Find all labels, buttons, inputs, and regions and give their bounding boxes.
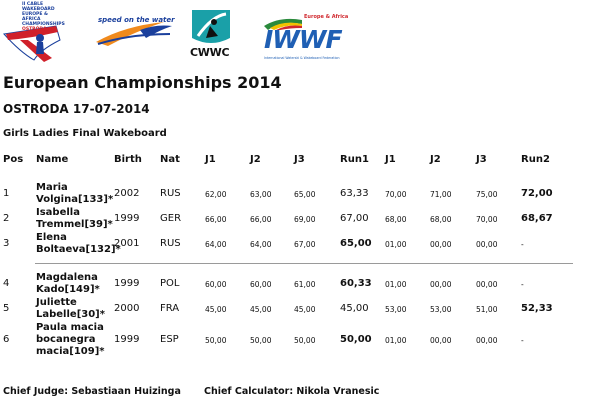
cell-name: Paula macia bocanegra macia[109]* <box>36 322 105 357</box>
cell-birth: 2000 <box>114 303 140 314</box>
cell-r1-j3: 50,00 <box>294 336 316 345</box>
cell-run1: 45,00 <box>340 303 369 314</box>
cell-run2: - <box>521 280 524 289</box>
cell-r2-j3: 70,00 <box>476 215 498 224</box>
cell-name: Elena Boltaeva[132]* <box>36 232 121 255</box>
cell-nat: ESP <box>160 334 179 345</box>
cell-r2-j3: 00,00 <box>476 336 498 345</box>
logo-bar <box>0 0 600 70</box>
cell-run1-best: 65,00 <box>340 238 372 249</box>
cell-birth: 2002 <box>114 188 140 199</box>
cell-pos: 3 <box>3 238 10 249</box>
cell-nat: RUS <box>160 238 181 249</box>
cell-name: Maria Volgina[133]* <box>36 182 114 205</box>
cell-r2-j1: 53,00 <box>385 305 407 314</box>
cell-r2-j1: 68,00 <box>385 215 407 224</box>
cell-birth: 2001 <box>114 238 140 249</box>
ostroda-logo-line: II CABLE WAKEBOARD <box>22 2 55 12</box>
cell-nat: GER <box>160 213 182 224</box>
cell-birth: 1999 <box>114 334 140 345</box>
cell-r1-j3: 65,00 <box>294 190 316 199</box>
cell-run2: - <box>521 336 524 345</box>
cell-r1-j2: 66,00 <box>250 215 272 224</box>
col-header-name: Name <box>36 154 69 165</box>
col-header-r1-j3: J3 <box>294 154 305 165</box>
cell-r2-j3: 00,00 <box>476 240 498 249</box>
cell-birth: 1999 <box>114 278 140 289</box>
cell-r1-j1: 60,00 <box>205 280 227 289</box>
event-name: Girls Ladies Final Wakeboard <box>3 128 167 139</box>
cell-r1-j2: 50,00 <box>250 336 272 345</box>
iwwf-logo <box>262 12 349 64</box>
cell-r2-j1: 01,00 <box>385 240 407 249</box>
cell-r1-j3: 61,00 <box>294 280 316 289</box>
cell-r1-j2: 64,00 <box>250 240 272 249</box>
cell-run1: 67,00 <box>340 213 369 224</box>
cell-run2-best: 52,33 <box>521 303 553 314</box>
chief-calculator: Chief Calculator: Nikola Vranesic <box>204 386 380 397</box>
col-header-run1: Run1 <box>340 154 369 165</box>
cell-run2-best: 72,00 <box>521 188 553 199</box>
page-title: European Championships 2014 <box>3 73 282 92</box>
ostroda-logo-line: EUROPE & AFRICA <box>22 12 48 22</box>
col-header-r1-j2: J2 <box>250 154 261 165</box>
cell-r1-j3: 45,00 <box>294 305 316 314</box>
cell-r1-j3: 69,00 <box>294 215 316 224</box>
col-header-r1-j1: J1 <box>205 154 216 165</box>
cell-nat: POL <box>160 278 180 289</box>
cell-r1-j1: 64,00 <box>205 240 227 249</box>
cable-wakeboard-ostroda-logo <box>0 0 66 66</box>
cell-pos: 4 <box>3 278 10 289</box>
col-header-r2-j1: J1 <box>385 154 396 165</box>
cell-nat: RUS <box>160 188 181 199</box>
cell-r1-j1: 45,00 <box>205 305 227 314</box>
ostroda-logo-line: OSTRÓDA <box>22 27 47 32</box>
cell-r1-j2: 60,00 <box>250 280 272 289</box>
cell-r2-j3: 00,00 <box>476 280 498 289</box>
cell-r1-j2: 45,00 <box>250 305 272 314</box>
speed-on-the-water-logo <box>94 14 174 48</box>
cwwc-rider-icon <box>188 8 234 48</box>
cell-nat: FRA <box>160 303 180 314</box>
cell-r2-j1: 70,00 <box>385 190 407 199</box>
cell-r2-j2: 00,00 <box>430 336 452 345</box>
col-header-pos: Pos <box>3 154 24 165</box>
cell-r2-j1: 01,00 <box>385 280 407 289</box>
iwwf-text: IWWF <box>264 25 342 54</box>
ostroda-logo-line: 2014 <box>22 32 35 37</box>
cell-pos: 5 <box>3 303 10 314</box>
cwwc-text: CWWC <box>190 46 230 59</box>
cell-run2-best: 68,67 <box>521 213 553 224</box>
ostroda-logo-line: CHAMPIONSHIPS <box>22 22 65 27</box>
location-date: OSTRODA 17-07-2014 <box>3 102 150 116</box>
cell-r2-j3: 75,00 <box>476 190 498 199</box>
cell-run1: 63,33 <box>340 188 369 199</box>
chief-judge: Chief Judge: Sebastiaan Huizinga <box>3 386 181 397</box>
col-header-nat: Nat <box>160 154 180 165</box>
cell-r2-j2: 00,00 <box>430 280 452 289</box>
cwwc-logo <box>188 8 234 60</box>
cell-r2-j2: 68,00 <box>430 215 452 224</box>
cell-pos: 1 <box>3 188 10 199</box>
cell-birth: 1999 <box>114 213 140 224</box>
cell-r1-j1: 62,00 <box>205 190 227 199</box>
speed-on-the-water-text: speed on the water <box>98 16 175 24</box>
cell-pos: 2 <box>3 213 10 224</box>
cell-r1-j2: 63,00 <box>250 190 272 199</box>
cell-name: Isabella Tremmel[39]* <box>36 207 113 230</box>
cell-run2: - <box>521 240 524 249</box>
col-header-r2-j3: J3 <box>476 154 487 165</box>
cell-r2-j2: 71,00 <box>430 190 452 199</box>
iwwf-tagline: Europe & Africa <box>304 14 349 20</box>
cell-r2-j2: 00,00 <box>430 240 452 249</box>
cell-run1-best: 60,33 <box>340 278 372 289</box>
cell-pos: 6 <box>3 334 10 345</box>
cell-name: Magdalena Kado[149]* <box>36 272 100 295</box>
col-header-run2: Run2 <box>521 154 550 165</box>
cell-r2-j2: 53,00 <box>430 305 452 314</box>
cell-name: Juliette Labelle[30]* <box>36 297 105 320</box>
col-header-r2-j2: J2 <box>430 154 441 165</box>
cell-run1-best: 50,00 <box>340 334 372 345</box>
iwwf-subtext: International Waterski & Wakeboard Federation <box>264 56 340 60</box>
cell-r1-j1: 50,00 <box>205 336 227 345</box>
col-header-birth: Birth <box>114 154 142 165</box>
cell-r1-j3: 67,00 <box>294 240 316 249</box>
cell-r1-j1: 66,00 <box>205 215 227 224</box>
cell-r2-j3: 51,00 <box>476 305 498 314</box>
cell-r2-j1: 01,00 <box>385 336 407 345</box>
final-divider <box>35 263 573 264</box>
